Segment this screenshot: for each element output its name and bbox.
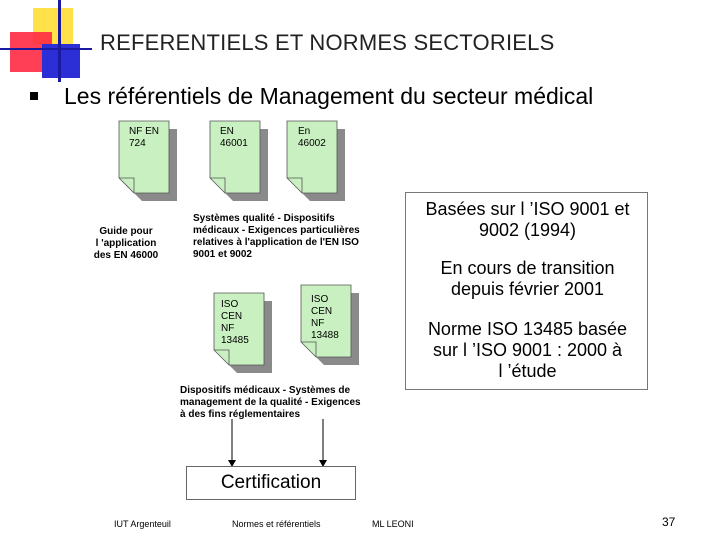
systemes-qualite-label: Systèmes qualité - Dispositifs médicaux - Exigences particulières relatives à l'application de l'EN ISO 9001 et 9002 [193, 213, 360, 260]
guide-label: Guide pour l 'application des EN 46000 [93, 226, 159, 261]
document-label-iso-13485: ISO CEN NF 13485 [221, 299, 249, 346]
document-label-iso-13488: ISO CEN NF 13488 [311, 294, 339, 341]
slide-title: REFERENTIELS ET NORMES SECTORIELS [100, 30, 555, 55]
footer-center: Normes et référentiels [232, 519, 321, 529]
right-info-box [405, 192, 648, 390]
footer-right: ML LEONI [372, 519, 414, 529]
slide-subtitle: Les référentiels de Management du secteur médical [64, 83, 594, 109]
footer-left: IUT Argenteuil [114, 519, 171, 529]
dispositifs-medicaux-label: Dispositifs médicaux - Systèmes de management de la qualité - Exigences à des fins réglementaires [180, 385, 361, 420]
document-label-nf-en-724: NF EN 724 [129, 126, 159, 149]
document-label-en-46002: En 46002 [298, 126, 326, 149]
certification-box: Certification [186, 466, 356, 500]
right-box-text-transition: En cours de transition depuis février 2001 [440, 258, 615, 299]
right-box-text-norme: Norme ISO 13485 basée sur l ’ISO 9001 : 2000 à l ’étude [427, 319, 628, 381]
document-label-en-46001: EN 46001 [220, 126, 248, 149]
page-number: 37 [662, 515, 676, 529]
right-box-text-basees: Basées sur l ’ISO 9001 et 9002 (1994) [425, 199, 630, 240]
